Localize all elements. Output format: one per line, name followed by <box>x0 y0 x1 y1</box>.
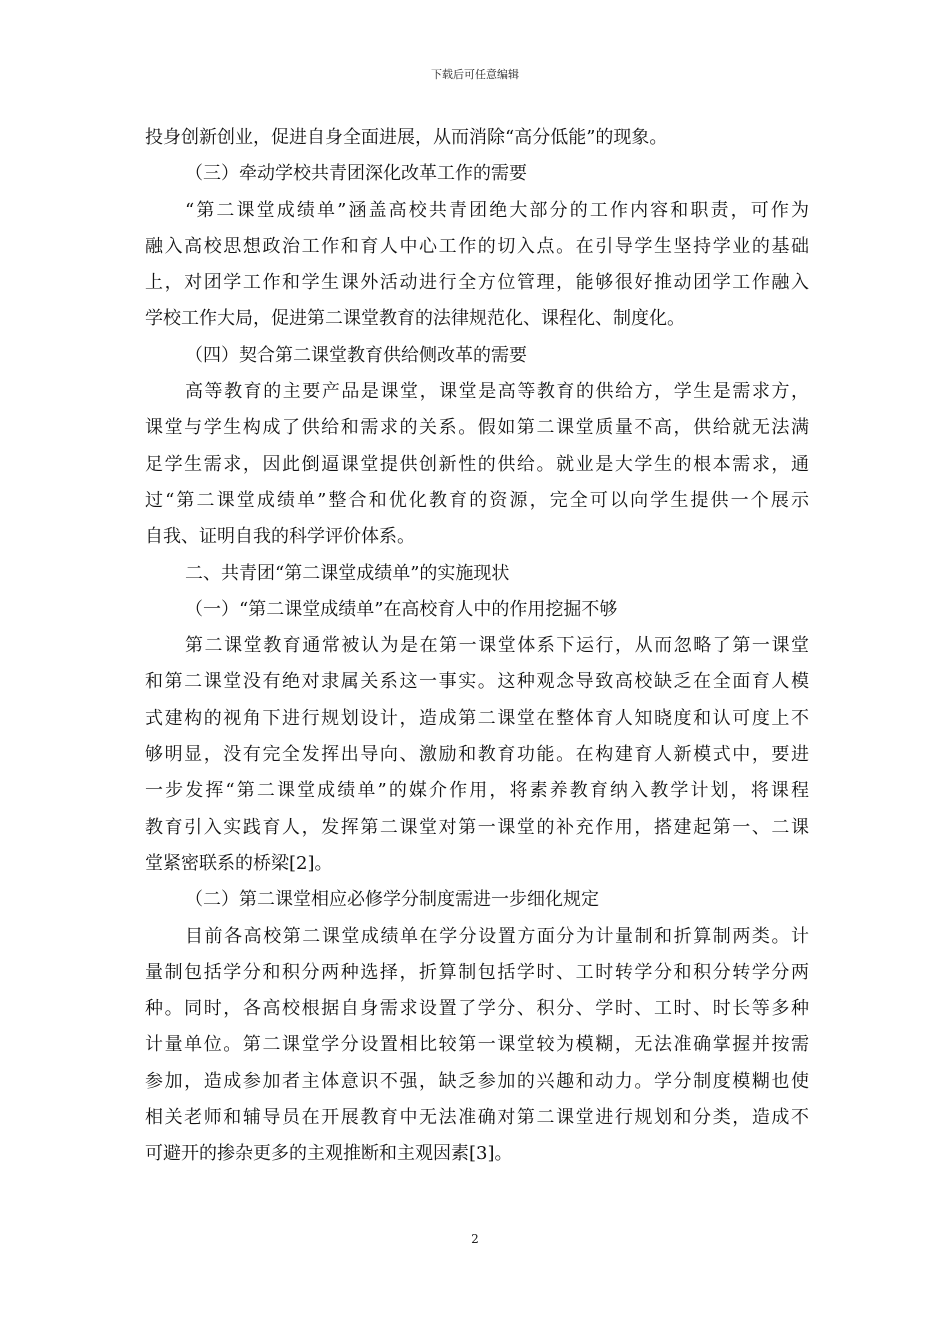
paragraph-line: 自我、证明自我的科学评价体系。 <box>145 526 415 548</box>
section-heading: 二、共青团“第二课堂成绩单”的实施现状 <box>185 562 510 584</box>
paragraph-line: 一步发挥“第二课堂成绩单”的媒介作用，将素养教育纳入教学计划，将课程 <box>145 780 809 802</box>
section-heading: （四）契合第二课堂教育供给侧改革的需要 <box>185 344 527 366</box>
paragraph-line: 堂紧密联系的桥梁[2]。 <box>145 852 333 874</box>
paragraph-line: 第二课堂教育通常被认为是在第一课堂体系下运行，从而忽略了第一课堂 <box>185 635 809 657</box>
paragraph-line: 过“第二课堂成绩单”整合和优化教育的资源，完全可以向学生提供一个展示 <box>145 489 809 511</box>
section-heading: （三）牵动学校共青团深化改革工作的需要 <box>185 163 527 185</box>
document-body <box>145 120 809 1173</box>
paragraph-line: 目前各高校第二课堂成绩单在学分设置方面分为计量制和折算制两类。计 <box>185 925 809 947</box>
paragraph-line: 学校工作大局，促进第二课堂教育的法律规范化、课程化、制度化。 <box>145 308 685 330</box>
paragraph-line: 教育引入实践育人，发挥第二课堂对第一课堂的补充作用，搭建起第一、二课 <box>145 816 809 838</box>
page-header-note: 下载后可任意编辑 <box>431 68 519 81</box>
paragraph-line: 高等教育的主要产品是课堂，课堂是高等教育的供给方，学生是需求方， <box>185 381 809 403</box>
paragraph-line: 式建构的视角下进行规划设计，造成第二课堂在整体育人知晓度和认可度上不 <box>145 707 809 729</box>
paragraph-line: 上，对团学工作和学生课外活动进行全方位管理，能够很好推动团学工作融入 <box>145 272 809 294</box>
paragraph-line: 和第二课堂没有绝对隶属关系这一事实。这种观念导致高校缺乏在全面育人模 <box>145 671 809 693</box>
paragraph-line: 融入高校思想政治工作和育人中心工作的切入点。在引导学生坚持学业的基础 <box>145 235 809 257</box>
section-heading: （二）第二课堂相应必修学分制度需进一步细化规定 <box>185 889 599 911</box>
paragraph-line: 参加，造成参加者主体意识不强，缺乏参加的兴趣和动力。学分制度模糊也使 <box>145 1070 809 1092</box>
page-number: 2 <box>471 1232 479 1246</box>
paragraph-line: 计量单位。第二课堂学分设置相比较第一课堂较为模糊，无法准确掌握并按需 <box>145 1034 809 1056</box>
paragraph-line: 可避开的掺杂更多的主观推断和主观因素[3]。 <box>145 1143 513 1165</box>
paragraph-line: 课堂与学生构成了供给和需求的关系。假如第二课堂质量不高，供给就无法满 <box>145 417 809 439</box>
paragraph-line: 量制包括学分和积分两种选择，折算制包括学时、工时转学分和积分转学分两 <box>145 961 809 983</box>
paragraph-line: 足学生需求，因此倒逼课堂提供创新性的供给。就业是大学生的根本需求，通 <box>145 453 809 475</box>
paragraph-line: 种。同时，各高校根据自身需求设置了学分、积分、学时、工时、时长等多种 <box>145 998 809 1020</box>
paragraph-line: 投身创新创业，促进自身全面进展，从而消除“高分低能”的现象。 <box>145 127 668 148</box>
section-heading: （一）“第二课堂成绩单”在高校育人中的作用挖掘不够 <box>185 598 618 620</box>
paragraph-line: 够明显，没有完全发挥出导向、激励和教育功能。在构建育人新模式中，要进 <box>145 744 809 766</box>
paragraph-line: “第二课堂成绩单”涵盖高校共青团绝大部分的工作内容和职责，可作为 <box>185 199 809 221</box>
paragraph-line: 相关老师和辅导员在开展教育中无法准确对第二课堂进行规划和分类，造成不 <box>145 1107 809 1129</box>
